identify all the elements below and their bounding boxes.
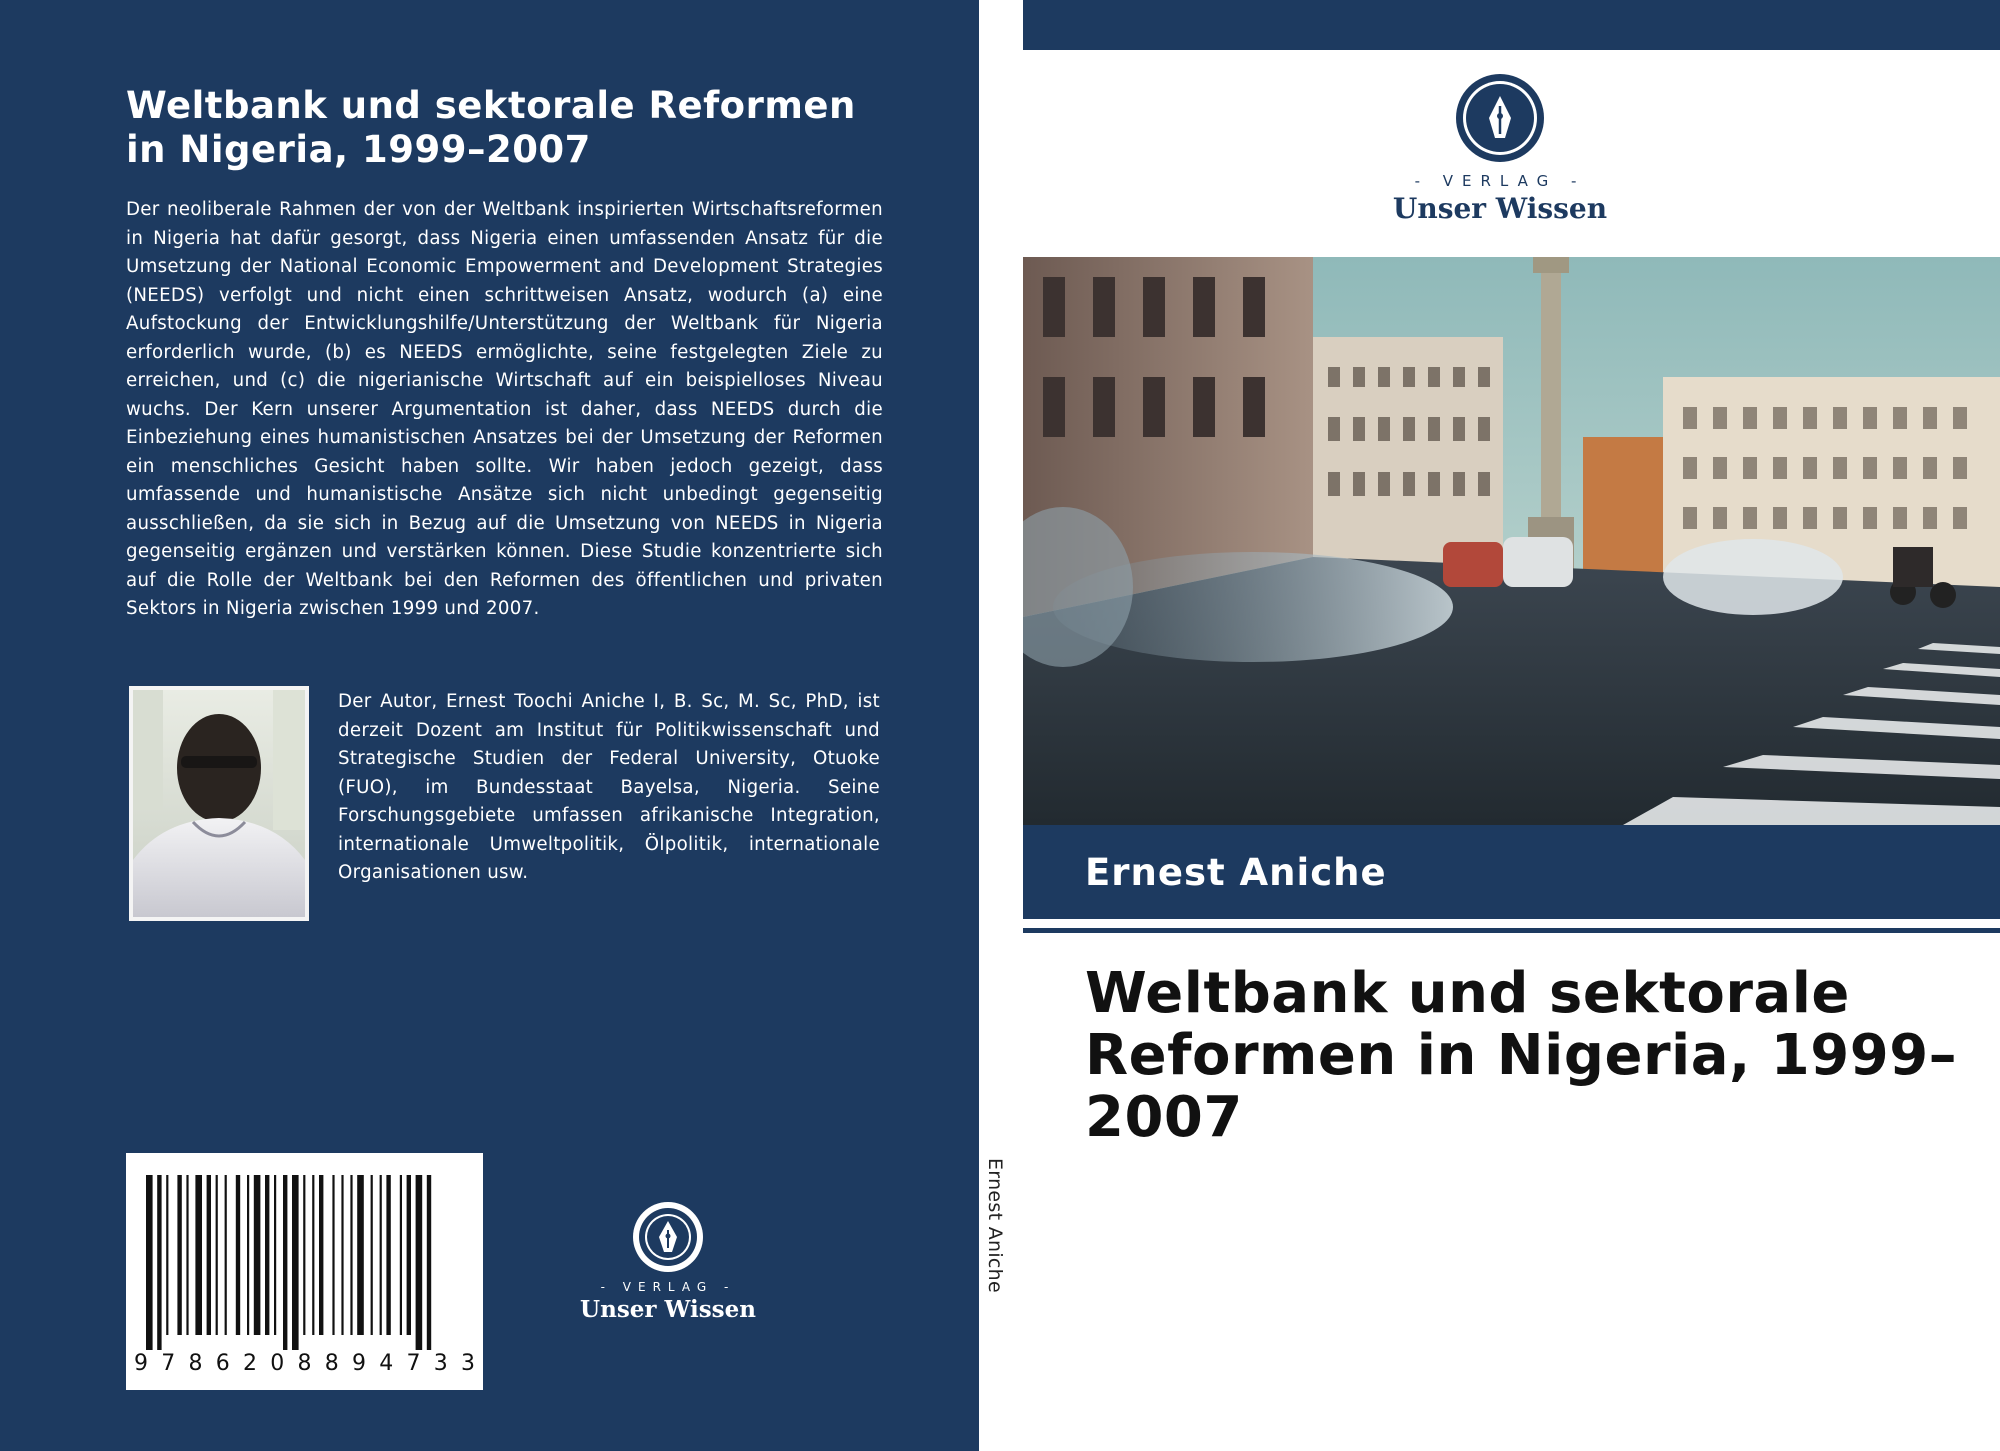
barcode-bar [195, 1175, 202, 1335]
back-cover [0, 0, 979, 1451]
isbn-digit: 4 [379, 1351, 395, 1376]
back-cover-blurb: Der neoliberale Rahmen der von der Weltbank inspirierten Wirtschaftsreformen in Nigeria hat dafür gesorgt, dass Nigeria einen umfassenden Ansatz für die Umsetzung der National Economic Empowerment and Development Strategies (NEEDS) verfolgt und nicht einen schrittweisen Ansatz, wodurch (a) eine Aufstockung der Entwicklungshilfe/Unterstützung der Weltbank für Nigeria erforderlich wurde, (b) es NEEDS ermöglichte, seine festgelegten Ziele zu erreichen, und (c) die nigerianische Wirtschaft auf ein beispielloses Niveau wuchs. Der Kern unserer Argumentation ist daher, dass NEEDS durch die Einbeziehung eines humanistischen Ansatzes bei der Umsetzung der Reformen ein menschliches Gesicht haben sollte. Wir haben jedoch gezeigt, dass umfassende und humanistische Ansätze sich nicht unbedingt gegenseitig ausschließen, da sie sich in Bezug auf die Umsetzung von NEEDS in Nigeria gegenseitig ergänzen und verstärken können. Diese Studie konzentrierte sich auf die Rolle der Weltbank bei den Reformen des öffentlichen und privaten Sektors in Nigeria zwischen 1999 und 2007. [126, 199, 883, 619]
back-cover-title: Weltbank und sektorale Reformen in Nigeria, 1999–2007 [126, 84, 856, 171]
back-publisher-logo [563, 1200, 773, 1330]
isbn-barcode [126, 1153, 483, 1390]
front-author-name: Ernest Aniche [1085, 851, 1387, 894]
isbn-digit: 2 [243, 1351, 258, 1376]
barcode-bar [177, 1175, 181, 1335]
barcode-bar [247, 1175, 249, 1335]
isbn-digit: 6 [215, 1351, 231, 1376]
barcode-bar [400, 1175, 402, 1335]
front-publisher-name: Unser Wissen [1392, 192, 1608, 225]
barcode-bar [146, 1175, 153, 1350]
barcode-bar [350, 1175, 352, 1335]
front-publisher-verlag: - VERLAG - [1414, 172, 1586, 190]
barcode-bar [166, 1175, 168, 1335]
fountain-pen-nib-icon [631, 1200, 705, 1274]
isbn-digit: 8 [188, 1351, 204, 1376]
barcode-bar [274, 1175, 276, 1335]
spine-author: Ernest Aniche [984, 1158, 1006, 1293]
barcode-bar [292, 1175, 299, 1350]
front-top-bar [1023, 0, 2000, 50]
isbn-digit: 3 [433, 1351, 449, 1376]
isbn-digit: 8 [297, 1351, 313, 1376]
barcode-bar [312, 1175, 314, 1335]
author-photo-frame [129, 686, 309, 921]
barcode-bar [386, 1175, 390, 1335]
isbn-digit: 3 [461, 1351, 476, 1376]
front-author-band [1023, 825, 2000, 919]
barcode-bar [319, 1175, 323, 1335]
barcode-bar [157, 1175, 161, 1350]
front-publisher-logo [1380, 72, 1620, 225]
barcode-bar [380, 1175, 382, 1335]
front-cover-title: Weltbank und sektorale Reformen in Nigeria, 1999–2007 [1085, 961, 1958, 1150]
barcode-bar [427, 1175, 431, 1350]
barcode-bar [283, 1175, 287, 1350]
isbn-digits [134, 1351, 476, 1376]
isbn-digit: 9 [134, 1351, 149, 1376]
barcode-bar [416, 1175, 423, 1350]
barcode-bar [407, 1175, 411, 1335]
barcode-bar [357, 1175, 364, 1335]
barcode-bar [303, 1175, 305, 1335]
isbn-digit: 8 [324, 1351, 340, 1376]
isbn-digit: 9 [352, 1351, 367, 1376]
author-bio: Der Autor, Ernest Toochi Aniche I, B. Sc, M. Sc, PhD, ist derzeit Dozent am Institut für Politikwissenschaft und Strategische Studien der Federal University, Otuoke (FUO), im Bundesstaat Bayelsa, Nigeria. Seine Forschungsgebiete umfassen afrikanische Integration, internationale Umweltpolitik, Ölpolitik, internationale Organisationen usw. [338, 691, 880, 883]
author-photo [133, 690, 305, 917]
barcode-bars [126, 1153, 483, 1353]
barcode-bar [216, 1175, 218, 1335]
barcode-bar [254, 1175, 261, 1335]
barcode-bar [236, 1175, 240, 1335]
front-divider-rule [1023, 928, 2000, 933]
back-publisher-verlag: - VERLAG - [600, 1280, 736, 1294]
isbn-digit: 0 [270, 1351, 286, 1376]
barcode-bar [265, 1175, 269, 1335]
barcode-bar [207, 1175, 211, 1335]
city-street-photo [1023, 257, 2000, 825]
barcode-bar [332, 1175, 334, 1335]
isbn-digit: 7 [406, 1351, 422, 1376]
barcode-bar [341, 1175, 343, 1335]
isbn-digit: 7 [161, 1351, 177, 1376]
barcode-bar [186, 1175, 188, 1335]
barcode-bar [225, 1175, 227, 1335]
back-publisher-name: Unser Wissen [580, 1296, 756, 1323]
fountain-pen-nib-icon [1454, 72, 1546, 164]
barcode-bar [371, 1175, 373, 1335]
